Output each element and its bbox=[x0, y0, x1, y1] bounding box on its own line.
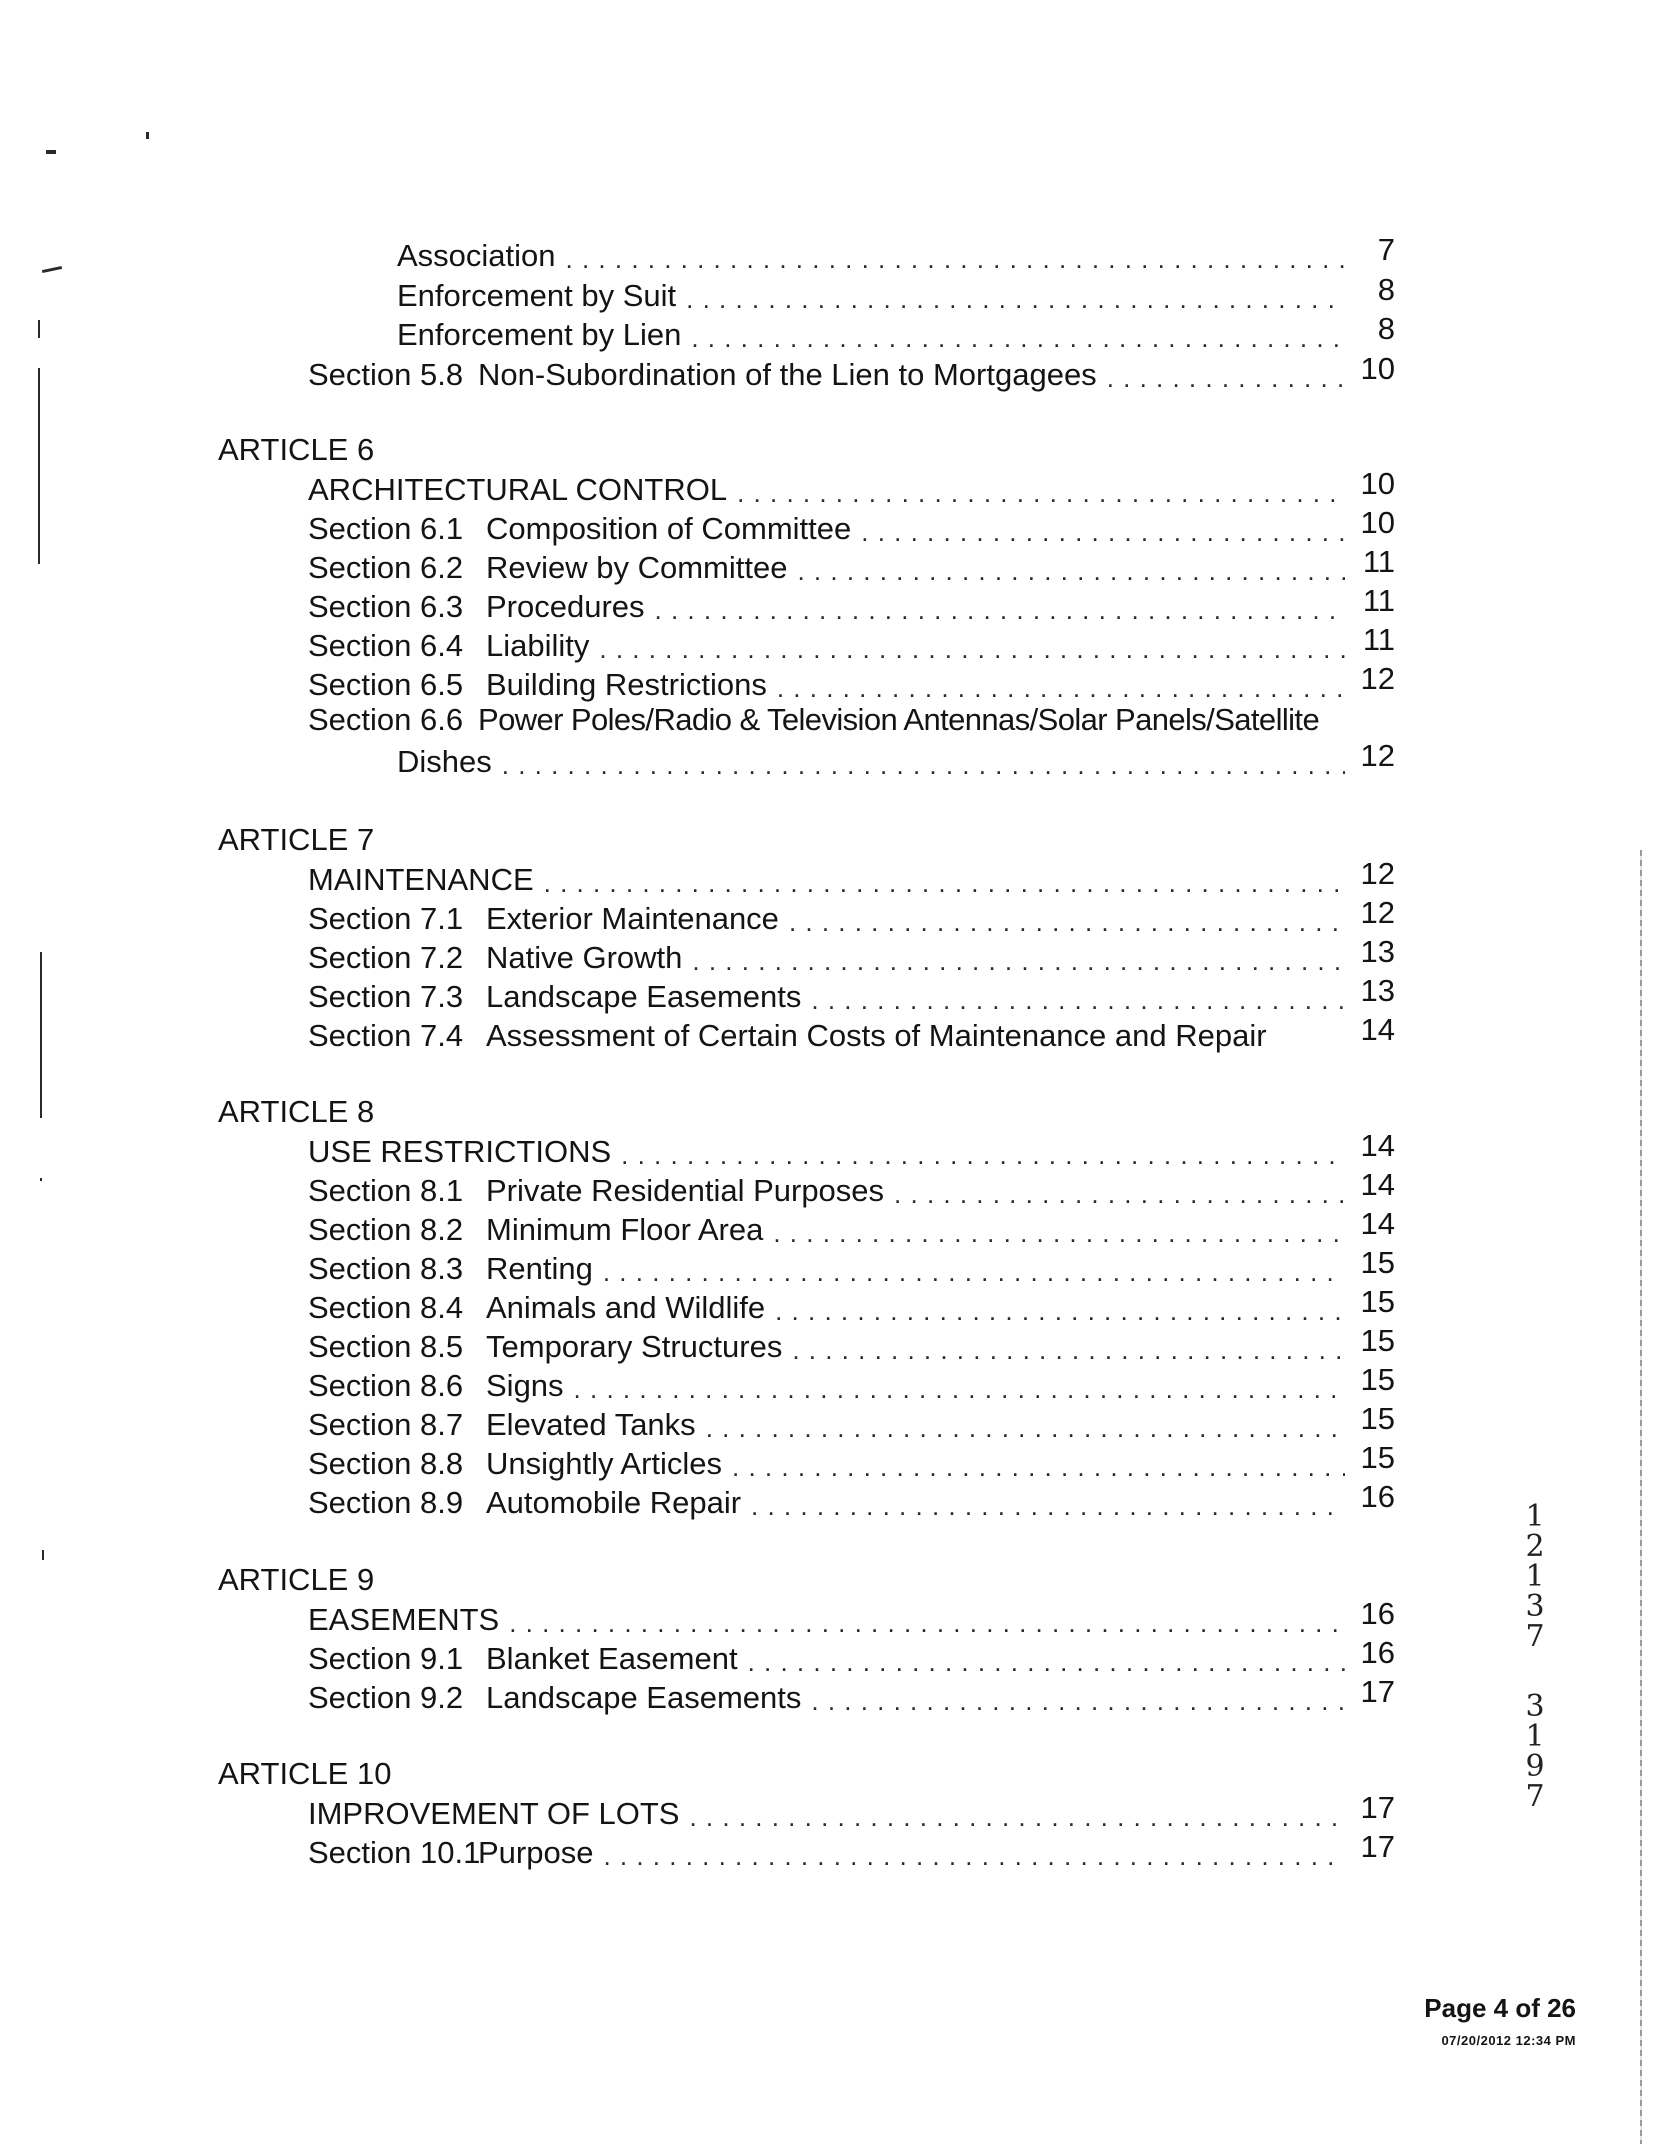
stamp-digit: 3 bbox=[1525, 1689, 1545, 1724]
dot-leader bbox=[773, 1218, 1345, 1248]
dot-leader bbox=[797, 556, 1345, 586]
section-number: Section 6.6 bbox=[308, 702, 464, 737]
toc-entry-page: 16 bbox=[1360, 1635, 1395, 1670]
toc-entry-page: 11 bbox=[1362, 544, 1395, 579]
toc-entry-page: 17 bbox=[1360, 1829, 1395, 1864]
section-title: Landscape Easements bbox=[486, 1680, 802, 1715]
section-title: Renting bbox=[486, 1251, 593, 1286]
section-title: Assessment of Certain Costs of Maintenance and Repair bbox=[486, 1018, 1267, 1053]
section-number: Section 8.9 bbox=[308, 1485, 464, 1520]
section-number: Section 8.4 bbox=[308, 1290, 464, 1325]
section-number: Section 7.2 bbox=[308, 940, 464, 975]
dot-leader bbox=[1107, 363, 1345, 393]
section-title: Liability bbox=[486, 628, 590, 663]
toc-entry-page: 15 bbox=[1360, 1245, 1395, 1280]
toc-entry bbox=[397, 313, 1395, 353]
dot-leader bbox=[603, 1257, 1345, 1287]
toc-entry-page: 7 bbox=[1377, 232, 1395, 267]
article-heading: ARTICLE 7 bbox=[218, 822, 375, 857]
section-number: Section 9.2 bbox=[308, 1680, 464, 1715]
scan-mark bbox=[146, 132, 149, 139]
section-title: Building Restrictions bbox=[486, 667, 767, 702]
toc-entry bbox=[308, 1403, 1395, 1443]
article-title bbox=[308, 858, 1395, 898]
toc-entry-page: 14 bbox=[1360, 1012, 1395, 1047]
toc-entry-page: 13 bbox=[1360, 973, 1395, 1008]
toc-entry bbox=[308, 702, 1319, 738]
toc-entry-page: 10 bbox=[1360, 466, 1395, 501]
article-title bbox=[308, 468, 1395, 508]
toc-entry bbox=[308, 1247, 1395, 1287]
toc-entry-page: 11 bbox=[1362, 622, 1395, 657]
section-title: Private Residential Purposes bbox=[486, 1173, 885, 1208]
toc-entry-page: 8 bbox=[1377, 311, 1395, 346]
section-number: Section 10.1 bbox=[308, 1835, 481, 1870]
toc-entry-label: Dishes bbox=[397, 744, 492, 779]
dot-leader bbox=[509, 1608, 1345, 1638]
stamp-digit: 1 bbox=[1525, 1559, 1545, 1594]
section-title: Composition of Committee bbox=[486, 511, 852, 546]
section-number: Section 5.8 bbox=[308, 357, 464, 392]
scan-mark bbox=[40, 952, 42, 1118]
toc-entry bbox=[308, 585, 1395, 625]
article-title bbox=[308, 1792, 1395, 1832]
toc-entry-page: 17 bbox=[1360, 1674, 1395, 1709]
toc-entry-label: USE RESTRICTIONS bbox=[308, 1134, 612, 1169]
toc-entry bbox=[308, 1442, 1395, 1482]
toc-entry bbox=[308, 353, 1395, 393]
dot-leader bbox=[655, 595, 1345, 625]
toc-entry-label: Enforcement by Suit bbox=[397, 278, 677, 313]
dot-leader bbox=[599, 634, 1345, 664]
toc-entry bbox=[308, 663, 1395, 703]
toc-entry bbox=[308, 1169, 1395, 1209]
dot-leader bbox=[737, 478, 1345, 508]
dot-leader bbox=[751, 1491, 1345, 1521]
dot-leader bbox=[748, 1647, 1345, 1677]
toc-entry-page: 10 bbox=[1360, 505, 1395, 540]
stamp-digit: 1 bbox=[1525, 1719, 1545, 1754]
section-title: Unsightly Articles bbox=[486, 1446, 723, 1481]
section-number: Section 6.2 bbox=[308, 550, 464, 585]
toc-entry bbox=[308, 1676, 1395, 1716]
toc-entry-label bbox=[308, 357, 1097, 393]
scan-mark bbox=[38, 320, 40, 338]
toc-entry-page: 14 bbox=[1360, 1167, 1395, 1202]
section-number: Section 7.4 bbox=[308, 1018, 464, 1053]
section-title: Non-Subordination of the Lien to Mortgagees bbox=[478, 357, 1097, 392]
section-title: Review by Committee bbox=[486, 550, 788, 585]
section-title: Procedures bbox=[486, 589, 645, 624]
dot-leader bbox=[775, 1296, 1345, 1326]
toc-entry-page: 15 bbox=[1360, 1362, 1395, 1397]
scan-mark bbox=[42, 1550, 44, 1560]
toc-entry-page: 12 bbox=[1360, 895, 1395, 930]
page-number: Page 4 of 26 bbox=[1424, 1993, 1576, 2023]
dot-leader bbox=[691, 323, 1345, 353]
dot-leader bbox=[574, 1374, 1345, 1404]
stamp-digit: 2 bbox=[1525, 1529, 1545, 1564]
section-title: Exterior Maintenance bbox=[486, 901, 779, 936]
toc-entry bbox=[308, 1325, 1395, 1365]
toc-entry bbox=[397, 234, 1395, 274]
toc-entry bbox=[308, 897, 1395, 937]
section-number: Section 7.1 bbox=[308, 901, 464, 936]
toc-entry-page: 12 bbox=[1360, 856, 1395, 891]
toc-entry bbox=[308, 936, 1395, 976]
section-number: Section 6.5 bbox=[308, 667, 464, 702]
section-title: Minimum Floor Area bbox=[486, 1212, 764, 1247]
section-title: Power Poles/Radio & Television Antennas/Solar Panels/Satellite bbox=[478, 702, 1320, 737]
toc-entry-page: 13 bbox=[1360, 934, 1395, 969]
section-number: Section 8.8 bbox=[308, 1446, 464, 1481]
toc-entry bbox=[308, 1481, 1395, 1521]
toc-entry-page: 11 bbox=[1362, 583, 1395, 618]
dot-leader bbox=[811, 1686, 1345, 1716]
dot-leader bbox=[544, 868, 1345, 898]
section-number: Section 7.3 bbox=[308, 979, 464, 1014]
scan-edge bbox=[1640, 850, 1642, 2144]
toc-entry-label: IMPROVEMENT OF LOTS bbox=[308, 1796, 680, 1831]
section-title: Purpose bbox=[478, 1835, 594, 1870]
section-number: Section 8.6 bbox=[308, 1368, 464, 1403]
section-title: Landscape Easements bbox=[486, 979, 802, 1014]
stamp-digit: 7 bbox=[1525, 1779, 1545, 1814]
section-title: Animals and Wildlife bbox=[486, 1290, 766, 1325]
dot-leader bbox=[621, 1140, 1345, 1170]
toc-entry-page: 12 bbox=[1360, 661, 1395, 696]
dot-leader bbox=[566, 244, 1345, 274]
article-heading: ARTICLE 10 bbox=[218, 1756, 392, 1791]
toc-entry-page: 15 bbox=[1360, 1401, 1395, 1436]
dot-leader bbox=[732, 1452, 1345, 1482]
section-title: Signs bbox=[486, 1368, 564, 1403]
section-number: Section 9.1 bbox=[308, 1641, 464, 1676]
section-number: Section 8.3 bbox=[308, 1251, 464, 1286]
toc-entry-page: 10 bbox=[1360, 351, 1395, 386]
toc-entry-page: 16 bbox=[1360, 1479, 1395, 1514]
section-number: Section 8.2 bbox=[308, 1212, 464, 1247]
scan-mark bbox=[46, 150, 56, 154]
article-heading: ARTICLE 9 bbox=[218, 1562, 375, 1597]
toc-entry-continuation bbox=[397, 740, 1395, 780]
dot-leader bbox=[692, 946, 1345, 976]
toc-entry-page: 14 bbox=[1360, 1206, 1395, 1241]
article-title bbox=[308, 1130, 1395, 1170]
dot-leader bbox=[686, 284, 1345, 314]
stamp-digit: 1 bbox=[1525, 1499, 1545, 1534]
toc-entry bbox=[397, 274, 1395, 314]
dot-leader bbox=[789, 907, 1345, 937]
section-title: Automobile Repair bbox=[486, 1485, 742, 1520]
section-number: Section 8.5 bbox=[308, 1329, 464, 1364]
toc-entry bbox=[308, 1014, 1395, 1054]
scan-mark bbox=[38, 368, 40, 564]
toc-entry-page: 12 bbox=[1360, 738, 1395, 773]
toc-entry bbox=[308, 546, 1395, 586]
dot-leader bbox=[861, 517, 1345, 547]
stamp-digit: 9 bbox=[1525, 1749, 1545, 1784]
toc-entry bbox=[308, 624, 1395, 664]
article-title bbox=[308, 1598, 1395, 1638]
dot-leader bbox=[777, 673, 1345, 703]
toc-entry-page: 15 bbox=[1360, 1284, 1395, 1319]
section-number: Section 6.4 bbox=[308, 628, 464, 663]
toc-entry-page: 14 bbox=[1360, 1128, 1395, 1163]
dot-leader bbox=[502, 750, 1345, 780]
article-heading: ARTICLE 8 bbox=[218, 1094, 375, 1129]
section-title: Elevated Tanks bbox=[486, 1407, 696, 1442]
dot-leader bbox=[706, 1413, 1345, 1443]
section-number: Section 6.1 bbox=[308, 511, 464, 546]
dot-leader bbox=[792, 1335, 1345, 1365]
dot-leader bbox=[689, 1802, 1345, 1832]
toc-entry bbox=[308, 1831, 1395, 1871]
toc-entry-page: 16 bbox=[1360, 1596, 1395, 1631]
toc-entry bbox=[308, 1208, 1395, 1248]
scan-mark bbox=[42, 266, 62, 273]
dot-leader bbox=[603, 1841, 1345, 1871]
stamp-digit: 7 bbox=[1525, 1619, 1545, 1654]
toc-entry-label: MAINTENANCE bbox=[308, 862, 534, 897]
toc-entry-page: 15 bbox=[1360, 1440, 1395, 1475]
section-number: Section 6.3 bbox=[308, 589, 464, 624]
section-title: Blanket Easement bbox=[486, 1641, 738, 1676]
toc-entry-label: EASEMENTS bbox=[308, 1602, 500, 1637]
toc-entry bbox=[308, 1286, 1395, 1326]
section-number: Section 8.7 bbox=[308, 1407, 464, 1442]
section-number: Section 8.1 bbox=[308, 1173, 464, 1208]
toc-entry bbox=[308, 1364, 1395, 1404]
scan-mark bbox=[40, 1178, 42, 1181]
article-heading: ARTICLE 6 bbox=[218, 432, 375, 467]
toc-entry-label: Association bbox=[397, 238, 556, 273]
toc-entry bbox=[308, 507, 1395, 547]
section-title: Temporary Structures bbox=[486, 1329, 783, 1364]
stamp-digit: 3 bbox=[1525, 1589, 1545, 1624]
toc-entry-page: 17 bbox=[1360, 1790, 1395, 1825]
toc-entry-page: 8 bbox=[1377, 272, 1395, 307]
toc-entry-page: 15 bbox=[1360, 1323, 1395, 1358]
toc-entry-label: Enforcement by Lien bbox=[397, 317, 682, 352]
dot-leader bbox=[894, 1179, 1345, 1209]
section-title: Native Growth bbox=[486, 940, 683, 975]
toc-entry bbox=[308, 975, 1395, 1015]
print-timestamp: 07/20/2012 12:34 PM bbox=[1441, 2033, 1576, 2048]
dot-leader bbox=[811, 985, 1345, 1015]
toc-entry bbox=[308, 1637, 1395, 1677]
toc-entry-label: ARCHITECTURAL CONTROL bbox=[308, 472, 728, 507]
